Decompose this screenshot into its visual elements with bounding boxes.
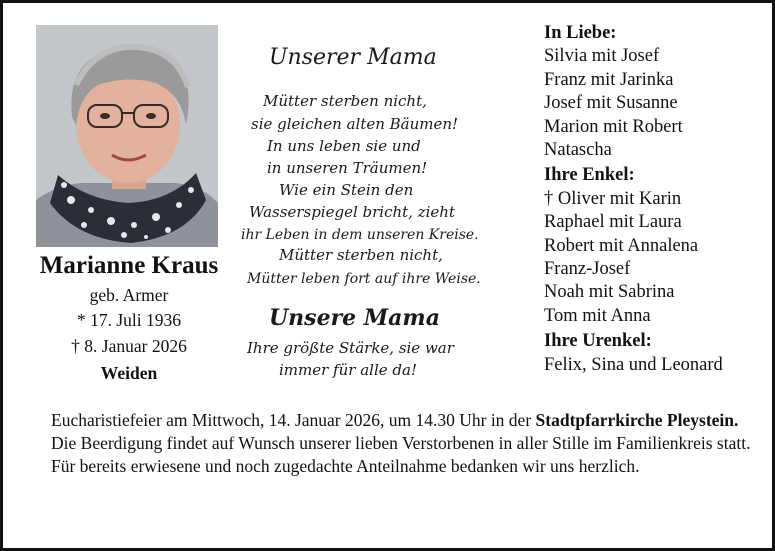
grandchild-entry: Tom mit Anna — [544, 305, 651, 326]
birth-name: geb. Armer — [89, 285, 169, 305]
birth-date: * 17. Juli 1936 — [76, 310, 182, 330]
deceased-name: Marianne Kraus — [39, 252, 219, 279]
poem-title: Unserer Mama — [269, 45, 437, 70]
mourner-entry: Marion mit Robert — [544, 116, 683, 137]
poem-closing-line: Ihre größte Stärke, sie war — [247, 339, 454, 357]
poem-line: Wasserspiegel bricht, zieht — [249, 203, 455, 221]
grandchildren-heading: Ihre Enkel: — [544, 165, 635, 186]
residence-place: Weiden — [100, 363, 158, 383]
mourner-entry: Natascha — [544, 140, 612, 161]
love-heading: In Liebe: — [544, 23, 617, 43]
grandchild-entry: Robert mit Annalena — [544, 235, 699, 256]
mass-info — [51, 409, 751, 432]
great-grandchild-entry: Felix, Sina und Leonard — [544, 354, 723, 375]
poem-closing-line: immer für alle da! — [279, 361, 417, 379]
mourner-entry: Josef mit Susanne — [544, 93, 678, 114]
poem-line: Mütter leben fort auf ihre Weise. — [247, 271, 481, 287]
poem-line: ihr Leben in dem unseren Kreise. — [241, 227, 479, 243]
thanks-note: Für bereits erwiesene und noch zugedachte Anteilnahme bedanken wir uns herzlich. — [51, 456, 640, 476]
poem-line: Mütter sterben nicht, — [279, 246, 443, 264]
portrait-photo — [36, 25, 218, 247]
mourner-entry: Silvia mit Josef — [544, 46, 660, 67]
poem-line: in unseren Träumen! — [267, 159, 428, 177]
deceased-info — [29, 251, 229, 387]
poem-line: In uns leben sie und — [267, 137, 421, 155]
grandchild-entry: Franz-Josef — [544, 259, 631, 280]
service-info — [51, 409, 751, 478]
grandchild-entry: Noah mit Sabrina — [544, 282, 675, 303]
mourners-list — [544, 22, 764, 377]
handwritten-poem — [239, 37, 539, 397]
grandchild-entry: † Oliver mit Karin — [544, 188, 682, 209]
church-name: Stadtpfarrkirche Pleystein. — [535, 410, 739, 430]
poem-subtitle: Unsere Mama — [269, 305, 440, 331]
funeral-info: Die Beerdigung findet auf Wunsch unserer lieben Verstorbenen in aller Stille im Familienkreis statt. — [51, 433, 751, 453]
poem-line: Mütter sterben nicht, — [263, 92, 427, 110]
mourner-entry: Franz mit Jarinka — [544, 69, 674, 90]
poem-line: Wie ein Stein den — [279, 181, 414, 199]
grandchild-entry: Raphael mit Laura — [544, 212, 682, 233]
mass-info-text: Eucharistiefeier am Mittwoch, 14. Januar 2026, um 14.30 Uhr in der — [51, 410, 536, 430]
poem-line: sie gleichen alten Bäumen! — [251, 115, 459, 133]
great-grandchildren-heading: Ihre Urenkel: — [544, 331, 652, 352]
death-date: † 8. Januar 2026 — [71, 336, 187, 356]
